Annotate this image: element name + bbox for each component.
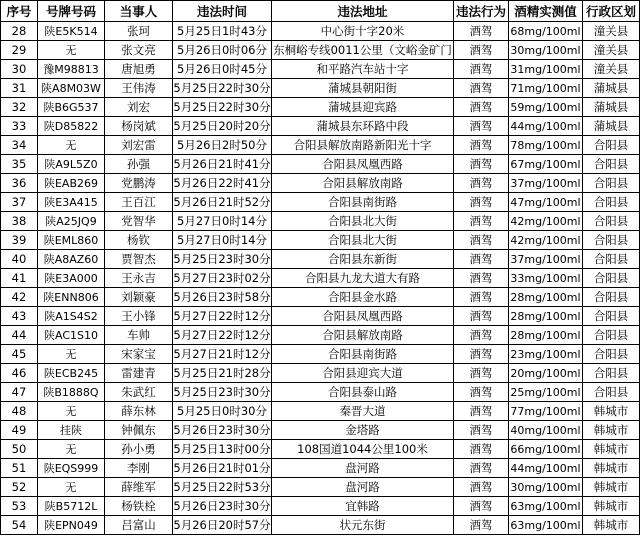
cell-district: 潼关县 [583, 60, 640, 79]
cell-alcohol-value: 63mg/100ml [509, 516, 583, 535]
table-row [1, 136, 640, 155]
cell-violation-time: 5月25日13时00分 [173, 440, 272, 459]
cell-index: 32 [1, 98, 38, 117]
cell-violation-address: 蒲城县迎宾路 [272, 98, 454, 117]
cell-party: 刘宏雷 [105, 136, 173, 155]
cell-party: 杨钦 [105, 231, 173, 250]
cell-alcohol-value: 20mg/100ml [509, 364, 583, 383]
cell-violation-type: 酒驾 [454, 440, 509, 459]
table-row [1, 117, 640, 136]
cell-violation-time: 5月26日23时58分 [173, 288, 272, 307]
cell-plate-number: 陕B6G537 [38, 98, 105, 117]
cell-alcohol-value: 31mg/100ml [509, 60, 583, 79]
cell-violation-type: 酒驾 [454, 383, 509, 402]
cell-index: 54 [1, 516, 38, 535]
header-alcohol-value: 酒精实测值 [509, 1, 583, 22]
cell-violation-address: 东桐峪专线0011公里（文峪金矿门 [272, 41, 454, 60]
cell-violation-type: 酒驾 [454, 516, 509, 535]
cell-violation-address: 108国道1044公里100米 [272, 440, 454, 459]
cell-violation-time: 5月25日22时53分 [173, 478, 272, 497]
cell-plate-number: 陕EQS999 [38, 459, 105, 478]
cell-party: 杨铁栓 [105, 497, 173, 516]
cell-violation-type: 酒驾 [454, 193, 509, 212]
cell-district: 合阳县 [583, 345, 640, 364]
table-header-row [1, 1, 640, 22]
cell-party: 贾智杰 [105, 250, 173, 269]
cell-violation-time: 5月25日23时30分 [173, 383, 272, 402]
cell-violation-type: 酒驾 [454, 402, 509, 421]
cell-index: 50 [1, 440, 38, 459]
cell-district: 合阳县 [583, 212, 640, 231]
cell-violation-address: 和平路汽车站十字 [272, 60, 454, 79]
cell-alcohol-value: 77mg/100ml [509, 402, 583, 421]
cell-violation-type: 酒驾 [454, 136, 509, 155]
cell-index: 49 [1, 421, 38, 440]
cell-violation-type: 酒驾 [454, 155, 509, 174]
cell-party: 王百江 [105, 193, 173, 212]
cell-party: 党智华 [105, 212, 173, 231]
cell-violation-type: 酒驾 [454, 98, 509, 117]
cell-index: 51 [1, 459, 38, 478]
cell-violation-time: 5月26日22时41分 [173, 174, 272, 193]
table-body [1, 22, 640, 535]
table-row [1, 345, 640, 364]
cell-violation-type: 酒驾 [454, 41, 509, 60]
cell-district: 合阳县 [583, 136, 640, 155]
cell-violation-address: 秦晋大道 [272, 402, 454, 421]
cell-index: 35 [1, 155, 38, 174]
cell-index: 38 [1, 212, 38, 231]
cell-violation-time: 5月26日21时41分 [173, 155, 272, 174]
cell-index: 34 [1, 136, 38, 155]
cell-alcohol-value: 23mg/100ml [509, 345, 583, 364]
cell-violation-address: 状元东街 [272, 516, 454, 535]
cell-index: 33 [1, 117, 38, 136]
cell-party: 张珂 [105, 22, 173, 41]
cell-plate-number: 陕AC1S10 [38, 326, 105, 345]
cell-plate-number: 陕EPN049 [38, 516, 105, 535]
cell-plate-number: 陕B5712L [38, 497, 105, 516]
cell-violation-address: 合阳县解放南路新阳光十字 [272, 136, 454, 155]
table-row [1, 421, 640, 440]
cell-index: 28 [1, 22, 38, 41]
cell-district: 韩城市 [583, 478, 640, 497]
cell-district: 潼关县 [583, 41, 640, 60]
table-row [1, 307, 640, 326]
cell-party: 宋家宝 [105, 345, 173, 364]
cell-alcohol-value: 47mg/100ml [509, 193, 583, 212]
cell-district: 合阳县 [583, 174, 640, 193]
cell-plate-number: 陕A25JQ9 [38, 212, 105, 231]
cell-alcohol-value: 30mg/100ml [509, 478, 583, 497]
cell-violation-type: 酒驾 [454, 459, 509, 478]
cell-alcohol-value: 68mg/100ml [509, 22, 583, 41]
cell-index: 46 [1, 364, 38, 383]
cell-alcohol-value: 78mg/100ml [509, 136, 583, 155]
cell-party: 党鹏涛 [105, 174, 173, 193]
cell-violation-address: 合阳县南街路 [272, 345, 454, 364]
cell-plate-number: 陕B1888Q [38, 383, 105, 402]
cell-district: 合阳县 [583, 193, 640, 212]
cell-index: 39 [1, 231, 38, 250]
cell-party: 杨岗斌 [105, 117, 173, 136]
cell-alcohol-value: 44mg/100ml [509, 117, 583, 136]
cell-index: 31 [1, 79, 38, 98]
cell-violation-type: 酒驾 [454, 345, 509, 364]
cell-plate-number: 陕A8M03W [38, 79, 105, 98]
cell-party: 孙强 [105, 155, 173, 174]
cell-violation-address: 合阳县解放南路 [272, 174, 454, 193]
cell-violation-time: 5月25日21时28分 [173, 364, 272, 383]
cell-plate-number: 陕E3A415 [38, 193, 105, 212]
header-violation-address: 违法地址 [272, 1, 454, 22]
cell-alcohol-value: 37mg/100ml [509, 174, 583, 193]
cell-violation-address: 合阳县泰山路 [272, 383, 454, 402]
cell-violation-time: 5月27日23时02分 [173, 269, 272, 288]
cell-plate-number: 陕E5K514 [38, 22, 105, 41]
cell-district: 合阳县 [583, 269, 640, 288]
cell-plate-number: 无 [38, 402, 105, 421]
cell-party: 李刚 [105, 459, 173, 478]
cell-plate-number: 无 [38, 136, 105, 155]
cell-violation-address: 合阳县北大街 [272, 212, 454, 231]
cell-district: 合阳县 [583, 383, 640, 402]
cell-alcohol-value: 25mg/100ml [509, 383, 583, 402]
cell-violation-type: 酒驾 [454, 421, 509, 440]
cell-alcohol-value: 28mg/100ml [509, 288, 583, 307]
cell-index: 36 [1, 174, 38, 193]
cell-alcohol-value: 63mg/100ml [509, 497, 583, 516]
table-row [1, 364, 640, 383]
cell-violation-time: 5月26日0时45分 [173, 60, 272, 79]
cell-party: 吕富山 [105, 516, 173, 535]
cell-violation-type: 酒驾 [454, 60, 509, 79]
cell-violation-address: 蒲城县东环路中段 [272, 117, 454, 136]
cell-index: 47 [1, 383, 38, 402]
table-row [1, 193, 640, 212]
cell-plate-number: 豫M98813 [38, 60, 105, 79]
cell-violation-type: 酒驾 [454, 326, 509, 345]
cell-alcohol-value: 40mg/100ml [509, 421, 583, 440]
cell-party: 唐旭勇 [105, 60, 173, 79]
cell-alcohol-value: 44mg/100ml [509, 459, 583, 478]
cell-violation-type: 酒驾 [454, 250, 509, 269]
cell-violation-address: 合阳县凤凰西路 [272, 307, 454, 326]
cell-district: 韩城市 [583, 459, 640, 478]
cell-violation-time: 5月26日23时30分 [173, 421, 272, 440]
cell-violation-address: 合阳县九龙大道大有路 [272, 269, 454, 288]
cell-violation-type: 酒驾 [454, 212, 509, 231]
cell-violation-address: 宜韩路 [272, 497, 454, 516]
cell-violation-time: 5月27日21时12分 [173, 345, 272, 364]
cell-index: 45 [1, 345, 38, 364]
cell-violation-type: 酒驾 [454, 307, 509, 326]
cell-violation-time: 5月25日20时20分 [173, 117, 272, 136]
cell-index: 48 [1, 402, 38, 421]
cell-party: 薛东林 [105, 402, 173, 421]
cell-alcohol-value: 42mg/100ml [509, 212, 583, 231]
cell-district: 韩城市 [583, 421, 640, 440]
header-plate-number: 号牌号码 [38, 1, 105, 22]
header-district: 行政区划 [583, 1, 640, 22]
cell-alcohol-value: 33mg/100ml [509, 269, 583, 288]
cell-violation-time: 5月26日21时52分 [173, 193, 272, 212]
cell-violation-address: 合阳县解放南路 [272, 326, 454, 345]
cell-violation-time: 5月25日1时43分 [173, 22, 272, 41]
cell-alcohol-value: 66mg/100ml [509, 440, 583, 459]
cell-district: 韩城市 [583, 440, 640, 459]
cell-violation-time: 5月27日0时14分 [173, 212, 272, 231]
table-row [1, 98, 640, 117]
cell-violation-address: 金塔路 [272, 421, 454, 440]
header-violation-time: 违法时间 [173, 1, 272, 22]
cell-district: 韩城市 [583, 402, 640, 421]
cell-party: 朱武红 [105, 383, 173, 402]
cell-violation-type: 酒驾 [454, 288, 509, 307]
cell-party: 刘颖豪 [105, 288, 173, 307]
table-row [1, 383, 640, 402]
cell-violation-time: 5月26日23时30分 [173, 497, 272, 516]
cell-district: 合阳县 [583, 288, 640, 307]
cell-violation-address: 合阳县金水路 [272, 288, 454, 307]
cell-violation-type: 酒驾 [454, 117, 509, 136]
cell-alcohol-value: 28mg/100ml [509, 326, 583, 345]
cell-plate-number: 陕ENN806 [38, 288, 105, 307]
header-party: 当事人 [105, 1, 173, 22]
cell-plate-number: 无 [38, 440, 105, 459]
table-row [1, 288, 640, 307]
cell-violation-time: 5月26日20时57分 [173, 516, 272, 535]
table-row [1, 516, 640, 535]
cell-violation-time: 5月27日0时14分 [173, 231, 272, 250]
header-violation-type: 违法行为 [454, 1, 509, 22]
table-row [1, 79, 640, 98]
cell-alcohol-value: 67mg/100ml [509, 155, 583, 174]
header-index: 序号 [1, 1, 38, 22]
table-row [1, 174, 640, 193]
table-row [1, 212, 640, 231]
cell-party: 王永吉 [105, 269, 173, 288]
cell-district: 韩城市 [583, 516, 640, 535]
cell-index: 43 [1, 307, 38, 326]
cell-party: 张文亮 [105, 41, 173, 60]
cell-plate-number: 陕D85822 [38, 117, 105, 136]
cell-violation-address: 合阳县迎宾大道 [272, 364, 454, 383]
cell-violation-time: 5月26日0时06分 [173, 41, 272, 60]
table-row [1, 402, 640, 421]
cell-violation-address: 合阳县凤凰西路 [272, 155, 454, 174]
cell-violation-address: 盘河路 [272, 478, 454, 497]
cell-party: 刘宏 [105, 98, 173, 117]
cell-plate-number: 无 [38, 41, 105, 60]
cell-party: 车帅 [105, 326, 173, 345]
cell-violation-type: 酒驾 [454, 478, 509, 497]
cell-violation-type: 酒驾 [454, 22, 509, 41]
cell-violation-time: 5月26日2时50分 [173, 136, 272, 155]
cell-alcohol-value: 37mg/100ml [509, 250, 583, 269]
cell-plate-number: 陕EAB269 [38, 174, 105, 193]
cell-district: 蒲城县 [583, 79, 640, 98]
cell-index: 40 [1, 250, 38, 269]
cell-index: 29 [1, 41, 38, 60]
cell-violation-time: 5月27日22时12分 [173, 326, 272, 345]
table-row [1, 231, 640, 250]
cell-district: 韩城市 [583, 497, 640, 516]
cell-plate-number: 无 [38, 345, 105, 364]
cell-plate-number: 陕E3A000 [38, 269, 105, 288]
cell-district: 潼关县 [583, 22, 640, 41]
table-row [1, 41, 640, 60]
table-row [1, 60, 640, 79]
cell-violation-type: 酒驾 [454, 497, 509, 516]
cell-party: 王伟涛 [105, 79, 173, 98]
cell-alcohol-value: 30mg/100ml [509, 41, 583, 60]
cell-alcohol-value: 59mg/100ml [509, 98, 583, 117]
cell-plate-number: 陕A1S4S2 [38, 307, 105, 326]
cell-alcohol-value: 71mg/100ml [509, 79, 583, 98]
cell-district: 合阳县 [583, 250, 640, 269]
table-row [1, 459, 640, 478]
cell-district: 蒲城县 [583, 117, 640, 136]
table-row [1, 478, 640, 497]
cell-violation-time: 5月25日23时30分 [173, 250, 272, 269]
cell-party: 孙小勇 [105, 440, 173, 459]
cell-index: 30 [1, 60, 38, 79]
cell-violation-time: 5月25日0时30分 [173, 402, 272, 421]
cell-violation-type: 酒驾 [454, 79, 509, 98]
table-row [1, 326, 640, 345]
cell-violation-address: 合阳县南街路 [272, 193, 454, 212]
cell-party: 雷建青 [105, 364, 173, 383]
cell-index: 41 [1, 269, 38, 288]
cell-violation-type: 酒驾 [454, 174, 509, 193]
cell-violation-time: 5月25日22时30分 [173, 79, 272, 98]
cell-violation-type: 酒驾 [454, 269, 509, 288]
cell-district: 合阳县 [583, 364, 640, 383]
cell-plate-number: 陕ECB245 [38, 364, 105, 383]
table-row [1, 269, 640, 288]
cell-index: 37 [1, 193, 38, 212]
table-row [1, 250, 640, 269]
table-row [1, 22, 640, 41]
cell-district: 合阳县 [583, 231, 640, 250]
cell-violation-time: 5月26日21时01分 [173, 459, 272, 478]
cell-violation-address: 合阳县北大街 [272, 231, 454, 250]
cell-district: 合阳县 [583, 326, 640, 345]
cell-index: 53 [1, 497, 38, 516]
cell-plate-number: 陕A9L5Z0 [38, 155, 105, 174]
cell-index: 44 [1, 326, 38, 345]
cell-alcohol-value: 42mg/100ml [509, 231, 583, 250]
cell-violation-address: 合阳县东新街 [272, 250, 454, 269]
cell-district: 合阳县 [583, 155, 640, 174]
cell-plate-number: 挂陕 [38, 421, 105, 440]
cell-violation-address: 中心街十字20米 [272, 22, 454, 41]
table-row [1, 497, 640, 516]
cell-district: 蒲城县 [583, 98, 640, 117]
table-row [1, 155, 640, 174]
cell-party: 王小锋 [105, 307, 173, 326]
table-row [1, 440, 640, 459]
cell-plate-number: 无 [38, 478, 105, 497]
cell-district: 合阳县 [583, 307, 640, 326]
cell-index: 52 [1, 478, 38, 497]
cell-violation-time: 5月27日22时12分 [173, 307, 272, 326]
cell-violation-time: 5月25日22时30分 [173, 98, 272, 117]
cell-violation-type: 酒驾 [454, 364, 509, 383]
cell-violation-type: 酒驾 [454, 231, 509, 250]
cell-alcohol-value: 28mg/100ml [509, 307, 583, 326]
cell-index: 42 [1, 288, 38, 307]
cell-violation-address: 蒲城县朝阳街 [272, 79, 454, 98]
cell-party: 钟佩东 [105, 421, 173, 440]
cell-plate-number: 陕A8AZ60 [38, 250, 105, 269]
cell-party: 薛维军 [105, 478, 173, 497]
cell-violation-address: 盘河路 [272, 459, 454, 478]
cell-plate-number: 陕EML860 [38, 231, 105, 250]
